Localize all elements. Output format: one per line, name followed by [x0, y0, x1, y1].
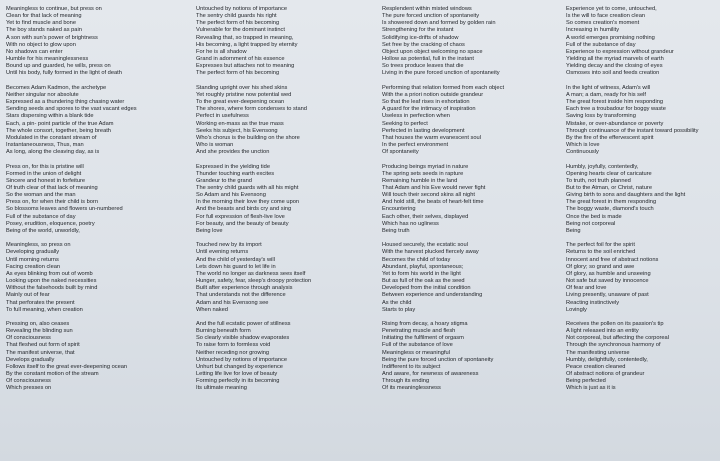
poem-line: Perfected in lasting development — [382, 127, 465, 134]
poem-line: Reacting instinctively — [566, 299, 620, 306]
poem-line: Full of the substance of day — [6, 213, 76, 220]
poem-line: Modulated in the constant stream of — [6, 134, 97, 141]
poem-line: Receives the pollen on its passion's tip — [566, 321, 664, 327]
poem-line: The world no longer as darkness sees itself — [196, 270, 306, 277]
stanza — [6, 6, 174, 78]
poem-line: And the full ecstatic power of stillness — [196, 321, 291, 327]
poem-line: The sentry child guards with all his might — [196, 184, 299, 191]
poem-line: Which has no ugliness — [382, 220, 439, 227]
poem-line: Follows itself to the great ever-deepening ocean — [6, 363, 128, 370]
poem-line: Humble for his meaninglessness — [6, 56, 89, 63]
poem-line: Letting life live for love of beauty — [196, 371, 278, 378]
poem-line: So blossoms leaves and flowers un-numbered — [6, 206, 123, 213]
poem-line: Press on, for when their child is born — [6, 199, 98, 206]
poem-line: Giving birth to sons and daughters and the light — [566, 192, 686, 199]
poem-line: Adam and his Evensong see — [196, 299, 269, 306]
poem-line: In the perfect environment — [382, 142, 449, 148]
poem-line: Lets down his guard to let life in — [196, 263, 276, 270]
poem-line: Untouched by notions of importance — [196, 6, 288, 12]
poem-line: But to the Atman, or Christ, nature — [566, 184, 652, 191]
poem-column-2 — [196, 6, 364, 400]
poem-line: So Adam and his Evensong — [196, 192, 266, 199]
poem-line: Which presses on — [6, 385, 52, 392]
poem-line: The manifest universe, that — [6, 349, 75, 356]
poem-line: Yielding decay and the closing of eyes — [566, 63, 663, 70]
poem-line: Full of the substance of love — [382, 342, 453, 349]
poem-line: Revealing that, so trapped in meaning, — [196, 34, 294, 41]
poem-line: The boggy waste, diamond's touch — [566, 206, 654, 213]
stanza — [382, 6, 550, 78]
stanza — [196, 321, 364, 393]
poem-line: So clearly visible shadow evaporates — [196, 335, 290, 342]
poem-line: Producing beings myriad in nature — [382, 163, 469, 170]
poem-line: For he is all shadow — [196, 48, 247, 55]
poem-line: When naked — [196, 306, 228, 313]
poem-line: Burning beneath form — [196, 328, 251, 335]
poem-line: Strengthening for the instant — [382, 27, 454, 34]
poem-line: Which is love — [566, 142, 600, 148]
poem-line: Developed from the initial condition — [382, 285, 471, 292]
poem-line: Until his body, fully formed in the light of death — [6, 70, 122, 77]
poem-line: Each, a pin- point particle of the true Adam — [6, 120, 114, 127]
poem-line: Of consciousness — [6, 335, 51, 342]
poem-line: Encountering — [382, 206, 416, 213]
poem-line: The shores, where form condenses to stand — [196, 106, 307, 113]
poem-line: Develops gradually — [6, 356, 55, 363]
poem-line: But as full of the oak as the seed — [382, 278, 465, 285]
stanza — [382, 164, 550, 236]
poem-line: Lovingly — [566, 306, 587, 313]
poem-line: Once the bed is made — [566, 213, 622, 220]
poem-line: Seeking to perfect — [382, 120, 428, 127]
poem-line: Useless in perfection when — [382, 113, 450, 120]
poem-line: Experience to expression without grandeur — [566, 48, 674, 55]
poem-line: Sending seeds and spores to the vast vacant edges — [6, 106, 137, 113]
poem-line: Not safe but saved by innocence — [566, 278, 649, 285]
poem-line: Yielding all the myriad marvels of earth — [566, 56, 664, 63]
poem-column-4 — [566, 6, 720, 400]
stanza — [382, 85, 550, 157]
poem-line: The manifesting universe — [566, 349, 630, 356]
poem-line: Remaining humble in the land — [382, 177, 458, 184]
poem-line: For beauty, and the beauty of beauty — [196, 220, 289, 227]
poem-line: Which is just as it is — [566, 385, 616, 392]
poem-line: Instantaneousness, Thus, man — [6, 142, 84, 148]
poem-line: Through the synchronous harmony of — [566, 342, 661, 349]
poem-line: Hollow as potential, full in the instant — [382, 56, 474, 63]
poem-line: Working en-mass as the true mass — [196, 120, 284, 127]
poem-line: Forming perfectly in its becoming — [196, 378, 280, 385]
poem-line: As the child — [382, 299, 412, 306]
poem-line: Facing creation clean — [6, 263, 61, 270]
poem-line: Unhurt but changed by experience — [196, 363, 283, 370]
poem-line: The perfect form of his becoming — [196, 70, 280, 77]
poem-line: Is showered down and formed by golden rain — [382, 20, 496, 27]
poem-line: Pressing on, also ceases — [6, 321, 70, 327]
poem-line: Resplendent within misted windows — [382, 6, 472, 12]
stanza — [196, 85, 364, 157]
poem-line: Formed in the union of delight — [6, 170, 82, 177]
poem-line: Experience yet to come, untouched, — [566, 6, 657, 12]
poem-line: By the fire of the effervescent spirit — [566, 134, 654, 141]
stanza — [6, 164, 174, 236]
poem-line: The boy stands naked as pain — [6, 27, 82, 34]
poem-line: Thunder touching earth excites — [196, 170, 275, 177]
stanza — [566, 321, 720, 393]
poem-line: Revealing the blinding sun — [6, 328, 73, 335]
poem-line: The whole consort, together, being breath — [6, 127, 111, 134]
poem-line: And the beasts and birds cry and sing — [196, 206, 292, 213]
poem-line: And she provides the unction — [196, 149, 270, 156]
poem-line: Expressed as a thundering thing chasing water — [6, 99, 125, 106]
poem-line: In the light of witness, Adam's will — [566, 84, 651, 91]
poem-line: Of glory; so grand and awe — [566, 263, 635, 270]
poem-line: Expressed in the yielding tide — [196, 163, 270, 170]
poem-line: Developing gradually — [6, 249, 60, 256]
poem-line: To truth, not truth planned — [566, 177, 631, 184]
poem-line: That fleshed out form of spirit — [6, 342, 80, 349]
stanza — [196, 164, 364, 236]
poem-line: So comes creation's moment — [566, 20, 640, 27]
poem-line: His becoming, a light trapped by eternity — [196, 41, 298, 48]
poem-line: Each tree a troubadour for boggy waste — [566, 106, 666, 113]
poem-line: A light released into an entity — [566, 328, 639, 335]
poem-line: To full meaning, when creation — [6, 306, 83, 313]
poem-line: Meaningless to continue, but press on — [6, 6, 102, 12]
poem-line: With the a priori notion outside grandeur — [382, 91, 484, 98]
poem-line: Humbly, delightfully, contentedly, — [566, 356, 648, 363]
poem-line: Saving loss by transforming — [566, 113, 636, 120]
poem-line: For full expression of flesh-live love — [196, 213, 285, 220]
poem-line: Expresses but attaches not to meaning — [196, 63, 295, 70]
poem-line: Of consciousness — [6, 378, 51, 385]
poem-line: Humbly, joyfully, contentedly, — [566, 163, 639, 170]
poem-line: Osmoses into soil and feeds creation — [566, 70, 660, 77]
poem-line: In the morning their love they come upon — [196, 199, 300, 206]
poem-line: Without the falsehoods built by mind — [6, 285, 98, 292]
poem-line: Neither singular nor absolute — [6, 91, 79, 98]
poem-line: No shadows can enter — [6, 48, 63, 55]
poem-line: Yet to form his world in the light — [382, 270, 461, 277]
poem-line: Peace creation cleaned — [566, 363, 626, 370]
poem-line: That Adam and his Eve would never fight — [382, 184, 486, 191]
poem-line: Becomes Adam Kadmon, the archetype — [6, 84, 107, 91]
poem-line: Becomes the child of today — [382, 256, 451, 263]
poem-line: Opening hearts clear of caricature — [566, 170, 652, 177]
poem-line: Clean for that lack of meaning — [6, 13, 82, 20]
poem-line: Housed securely, the ecstatic soul — [382, 242, 468, 249]
poem-line: With no object to glow upon — [6, 41, 76, 48]
poem-line: Each other, their selves, displayed — [382, 213, 469, 220]
poem-line: Abundant, playful, spontaneous; — [382, 263, 464, 270]
poem-line: Not corporeal, but affecting the corporeal — [566, 335, 669, 342]
poem-line: Solidifying ice-drifts of shadow — [382, 34, 459, 41]
poem-line: Of truth clear of that lack of meaning — [6, 184, 98, 191]
poem-line: Increasing in humility — [566, 27, 620, 34]
poem-line: The spring sets seeds in rapture — [382, 170, 464, 177]
poem-line: So trees produce leaves that die — [382, 63, 464, 70]
poem-line: Being — [566, 227, 581, 234]
poem-line: With the harvest plucked fiercely away — [382, 249, 479, 256]
poem-line: Returns to the soil enriched — [566, 249, 636, 256]
poem-line: Posey, erudition, eloquence, poetry — [6, 220, 95, 227]
poem-line: Penetrating muscle and flesh — [382, 328, 456, 335]
poem-line: Through its ending — [382, 378, 430, 385]
poem-line: Starts to play — [382, 306, 416, 313]
poem-line: Mainly out of fear — [6, 292, 50, 299]
stanza — [6, 321, 174, 393]
poem-line: Of abstract notions of grandeur — [566, 371, 645, 378]
poem-line: Will touch their second skins all night — [382, 192, 475, 199]
poem-line: Meaningless or meaningful — [382, 349, 450, 356]
poem-line: Through continuance of the instant toward possibility — [566, 127, 699, 134]
poem-line: Being not corporeal — [566, 220, 616, 227]
poem-line: So the woman and the man — [6, 192, 76, 199]
stanza — [382, 321, 550, 393]
poem-line: To raise form to formless void — [196, 342, 271, 349]
poem-line: Perfect in usefulness — [196, 113, 249, 120]
poem-line: The pure forced unction of spontaneity — [382, 13, 480, 20]
poem-line: The sentry child guards his right — [196, 13, 277, 20]
poem-column-1 — [6, 6, 174, 400]
poem-line: Yet roughly pristine now potential wed — [196, 91, 292, 98]
poem-line: As long, along the cleaving day, as is — [6, 149, 100, 156]
poem-line: A man; a dam, ready for his self — [566, 91, 646, 98]
poem-line: Meaningless, so press on — [6, 242, 71, 249]
poem-line: A son with sun's power of brightness — [6, 34, 98, 41]
poem-line: Seeks his subject, his Evensong — [196, 127, 278, 134]
stanza — [196, 242, 364, 314]
poem-line: Is the will to face creation clean — [566, 13, 646, 20]
poem-line: Living in the pure forced unction of spontaneity — [382, 70, 500, 77]
poem-line: The perfect form of his becoming — [196, 20, 280, 27]
poem-line: The perfect foil for the spirit — [566, 242, 635, 249]
poem-line: By the constant motion of the stream — [6, 371, 99, 378]
poem-line: To the great ever-deepening ocean — [196, 99, 285, 106]
poem-line: So that the leaf rises in exhortation — [382, 99, 470, 106]
poem-line: Yet to find muscle and bone — [6, 20, 76, 27]
poem-line: Performing that relation formed from each object — [382, 84, 505, 91]
poem-line: Bound up and guarded, he wills, press on — [6, 63, 111, 70]
poem-line: Indifferent to its subject — [382, 363, 441, 370]
poem-column-3 — [382, 6, 550, 400]
poem-line: That perforates the present — [6, 299, 75, 306]
poem-line: Of spontaneity — [382, 149, 419, 156]
poem-line: As eyes blinking from out of womb — [6, 270, 93, 277]
poem-line: Until morning returns — [6, 256, 59, 263]
poem-line: Grand in adornment of his essence — [196, 56, 285, 63]
poem-line: Who is woman — [196, 142, 234, 148]
poem-line: Looking upon the naked necessities — [6, 278, 97, 285]
poem-line: Sincere and honest in forfeiture — [6, 177, 86, 184]
stanza — [566, 85, 720, 157]
poem-line: Rising from decay, a hoary stigma — [382, 321, 468, 327]
poem-line: And aware, for newness of awareness — [382, 371, 479, 378]
poem-line: That houses the warm evanescent soul — [382, 134, 481, 141]
poem-line: Innocent and free of abstract notions — [566, 256, 659, 263]
poem-line: Neither receding nor growing — [196, 349, 270, 356]
poem-line: Built after experience through analysis — [196, 285, 293, 292]
poem-line: Set free by the cracking of chaos — [382, 41, 465, 48]
poem-line: Press on, for this is pristine will — [6, 163, 84, 170]
poem-line: Of its meaninglessness — [382, 385, 441, 392]
poem-line: Being truth — [382, 227, 410, 234]
poem-line: Being love — [196, 227, 223, 234]
poem-line: Who's chorus is the building on the shore — [196, 134, 300, 141]
poem-line: Stars dispersing within a blank tide — [6, 113, 94, 120]
stanza — [382, 242, 550, 314]
poem-line: Being perfected — [566, 378, 606, 385]
poem-line: The great forest in them responding — [566, 199, 657, 206]
poem-line: Hunger, safety, fear, sleep's droopy protection — [196, 278, 312, 285]
poem-line: Of fear and love — [566, 285, 607, 292]
poem-line: Being the pure forced unction of spontaneity — [382, 356, 494, 363]
stanza — [196, 6, 364, 78]
poem-line: Between experience and understanding — [382, 292, 483, 299]
poem-line: That understands not the difference — [196, 292, 286, 299]
poem-line: Being of the world, unworldly, — [6, 227, 80, 234]
poem-line: Standing upright over his shed skins — [196, 84, 288, 91]
poem-line: Continuously — [566, 149, 599, 156]
poem-line: Until evening returns — [196, 249, 249, 256]
poem-line: Of glory, as humble and unseeing — [566, 270, 651, 277]
poem-line: Touched new by its import — [196, 242, 262, 249]
poem-line: Its ultimate meaning — [196, 385, 247, 392]
poem-line: Initiating the fulfilment of orgasm — [382, 335, 464, 342]
stanza — [566, 242, 720, 314]
poem-line: And hold still, the beats of heart-felt time — [382, 199, 484, 206]
poem-line: Vulnerable for the dominant instinct — [196, 27, 285, 34]
poem-line: And the child of yesterday's will — [196, 256, 275, 263]
poem-line: A world emerges promising nothing — [566, 34, 655, 41]
poem-line: Untouched by notions of importance — [196, 356, 288, 363]
poem-line: Mistake, or over-abundance or poverty — [566, 120, 664, 127]
stanza — [566, 6, 720, 78]
poem-line: Grandeur to the grand — [196, 177, 252, 184]
poem-line: The great forest inside him responding — [566, 99, 664, 106]
stanza — [6, 242, 174, 314]
stanza — [566, 164, 720, 236]
poem-line: Object upon object welcoming no space — [382, 48, 483, 55]
stanza — [6, 85, 174, 157]
poem-line: A guard for the intimacy of inspiration — [382, 106, 476, 113]
poem-line: Full of the substance of day — [566, 41, 636, 48]
poem-line: Living presently, unaware of past — [566, 292, 649, 299]
